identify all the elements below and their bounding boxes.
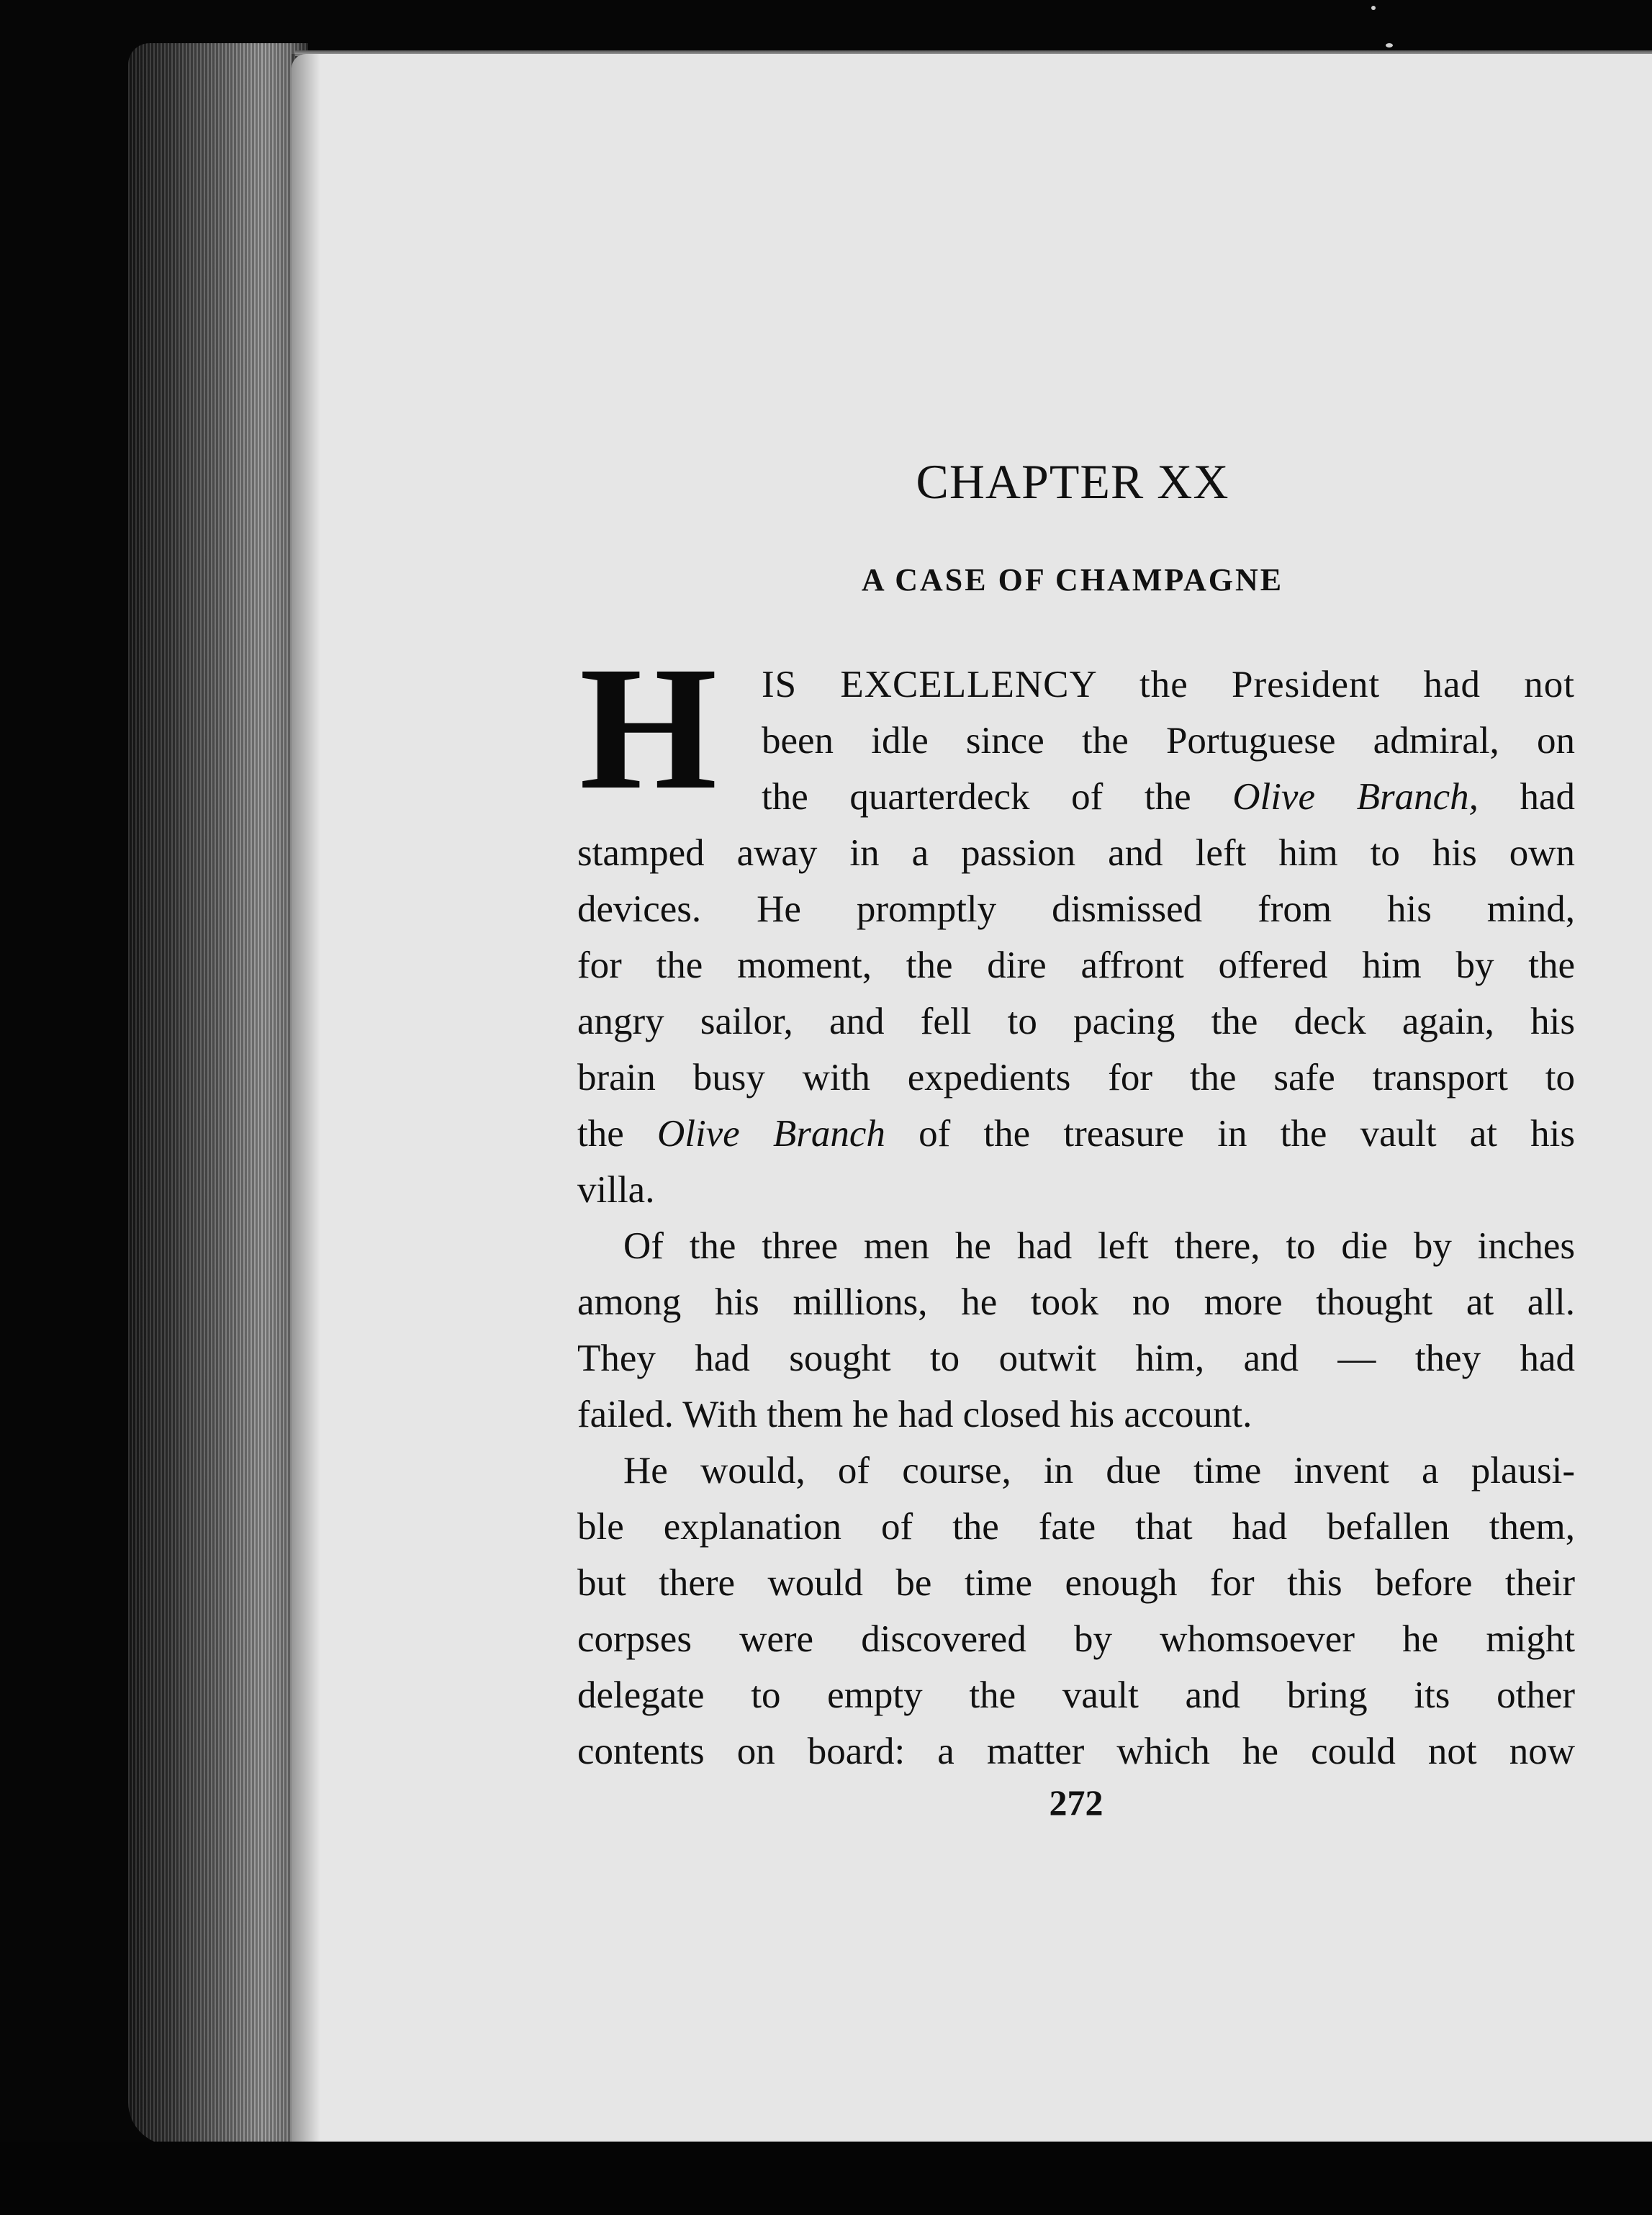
text-span: the [577,1113,624,1155]
text-line: delegate to empty the vault and bring its other [577,1674,1575,1716]
chapter-subtitle: A CASE OF CHAMPAGNE [861,562,1284,597]
text-line [577,1106,1575,1162]
text-line: among his millions, he took no more thought at all. [577,1281,1575,1323]
text-line: Of the three men he had left there, to die by inches [623,1225,1575,1267]
bottom-border [0,2142,1652,2215]
text-line: for the moment, the dire affront offered him by the [577,944,1575,986]
text-line: devices. He promptly dismissed from his mind, [577,888,1575,930]
page-gutter-shadow [292,54,320,2142]
text-span: of the treasure in the vault at his [918,1113,1576,1155]
chapter-title: CHAPTER XX [916,454,1229,509]
ship-name-italic: Olive Branch, [1232,776,1479,818]
text-line [762,769,1575,825]
dust-speck [1371,6,1376,10]
ship-name-italic: Olive Branch [656,1113,885,1155]
text-line: angry sailor, and fell to pacing the deck again, his [577,1001,1575,1042]
text-line: failed. With them he had closed his account. [577,1394,1252,1435]
dust-speck [1386,43,1393,48]
text-line: stamped away in a passion and left him to his own [577,832,1575,874]
text-line: been idle since the Portuguese admiral, on [762,720,1575,762]
book-page-edges [128,43,308,2145]
text-line: He would, of course, in due time invent a plausi- [623,1450,1575,1492]
text-span: the quarterdeck of the [762,776,1191,818]
text-line: IS EXCELLENCY the President had not [762,664,1575,705]
text-line: corpses were discovered by whomsoever he might [577,1618,1575,1660]
text-line: contents on board: a matter which he could not now [577,1731,1575,1772]
drop-cap: H [579,631,718,826]
text-span: had [1520,776,1575,818]
text-line: brain busy with expedients for the safe transport to [577,1057,1575,1099]
page-number: 272 [1049,1782,1103,1823]
text-line: They had sought to outwit him, and — they had [577,1337,1575,1379]
text-line: ble explanation of the fate that had befallen them, [577,1506,1575,1548]
text-line: villa. [577,1169,655,1211]
text-line: but there would be time enough for this before their [577,1562,1575,1604]
